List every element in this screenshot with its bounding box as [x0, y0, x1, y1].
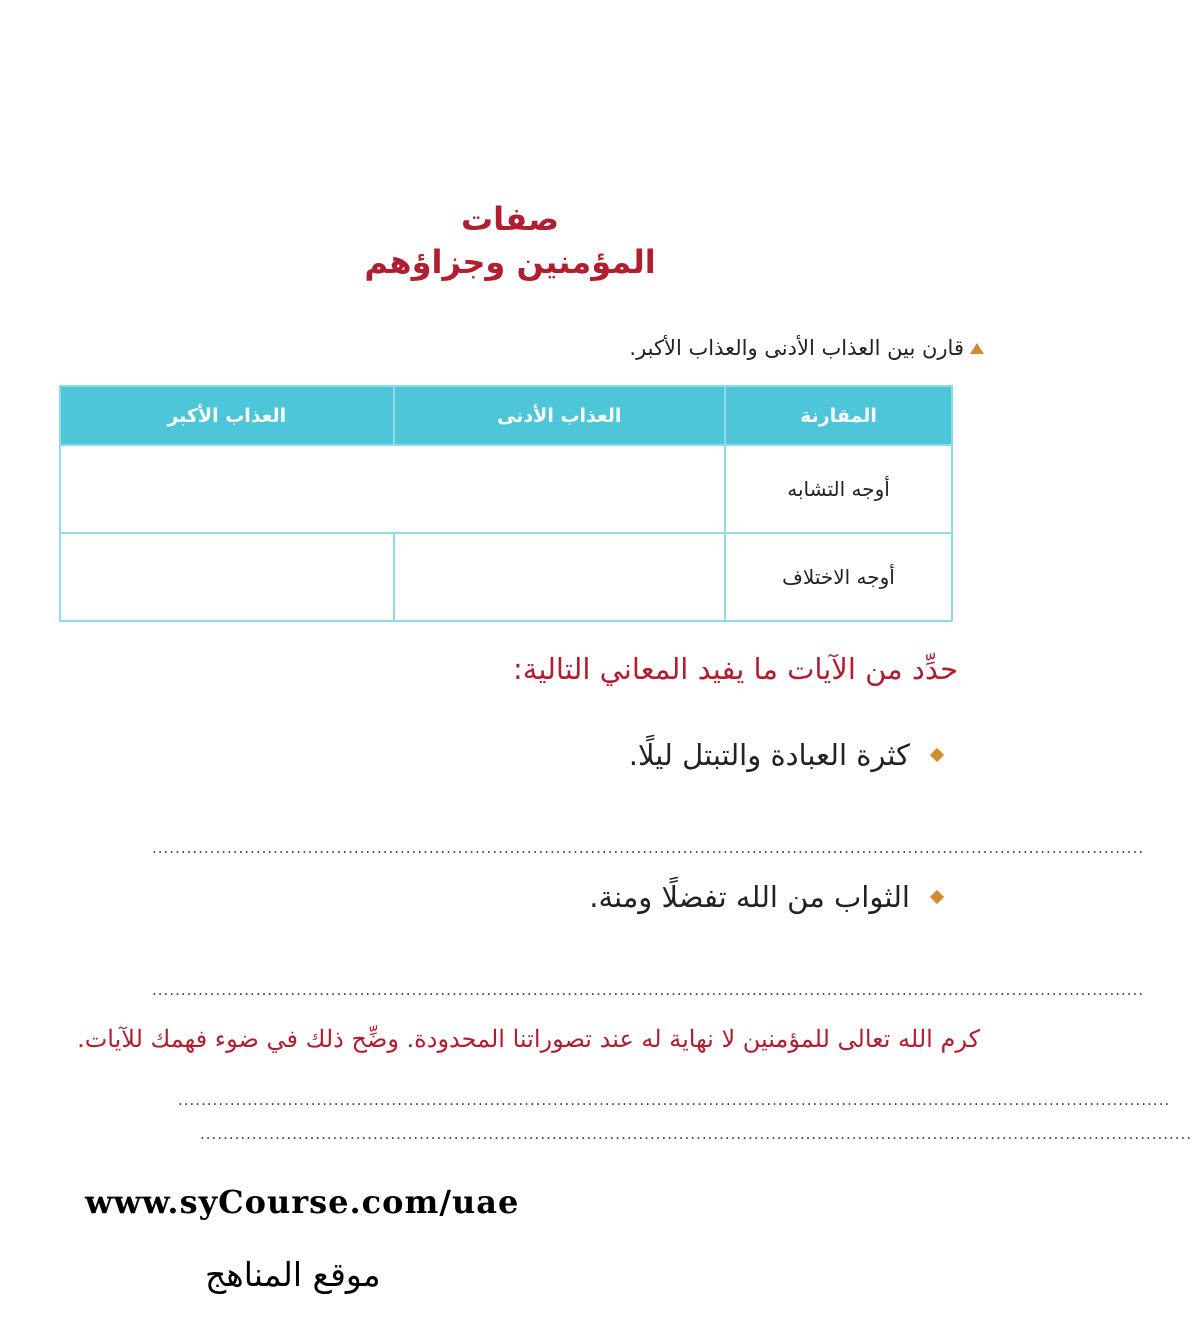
- answer-line-4[interactable]: ............................................................................................................................................................................: [200, 1125, 1192, 1143]
- answer-cell-similarities[interactable]: [60, 445, 725, 533]
- diamond-bullet-icon: [930, 748, 944, 762]
- list-item: [629, 738, 942, 772]
- header-greater-punishment: العذاب الأكبر: [60, 386, 394, 445]
- website-url: www.syCourse.com/uae: [85, 1183, 520, 1221]
- site-name: موقع المناهج: [205, 1255, 381, 1294]
- row-label-similarities: أوجه التشابه: [725, 445, 952, 533]
- answer-line-2[interactable]: ............................................................................................................................................................................: [152, 981, 1145, 999]
- bullet-text-2: الثواب من الله تفضلًا ومنة.: [589, 880, 910, 914]
- instruction: [629, 336, 984, 360]
- header-comparison: المقارنة: [725, 386, 952, 445]
- table-header-row: [60, 386, 952, 445]
- answer-line-1[interactable]: ............................................................................................................................................................................: [152, 839, 1145, 857]
- page-title-line2: المؤمنين وجزاؤهم: [364, 243, 656, 281]
- row-label-differences: أوجه الاختلاف: [725, 533, 952, 621]
- answer-cell-greater-difference[interactable]: [60, 533, 394, 621]
- answer-cell-lesser-difference[interactable]: [394, 533, 726, 621]
- table-row: [60, 533, 952, 621]
- question-heading: حدِّد من الآيات ما يفيد المعاني التالية:: [513, 652, 958, 686]
- triangle-icon: [970, 343, 984, 354]
- header-lesser-punishment: العذاب الأدنى: [394, 386, 726, 445]
- explanation-prompt: كرم الله تعالى للمؤمنين لا نهاية له عند تصوراتنا المحدودة. وضِّح ذلك في ضوء فهمك للآيات.: [77, 1025, 980, 1053]
- instruction-text: قارن بين العذاب الأدنى والعذاب الأكبر.: [629, 336, 964, 360]
- table-row: [60, 445, 952, 533]
- comparison-table: [59, 385, 953, 622]
- list-item: [589, 880, 942, 914]
- diamond-bullet-icon: [930, 890, 944, 904]
- page-title-line1: صفات: [460, 200, 560, 238]
- bullet-text-1: كثرة العبادة والتبتل ليلًا.: [628, 738, 910, 772]
- answer-line-3[interactable]: ............................................................................................................................................................................: [178, 1091, 1171, 1109]
